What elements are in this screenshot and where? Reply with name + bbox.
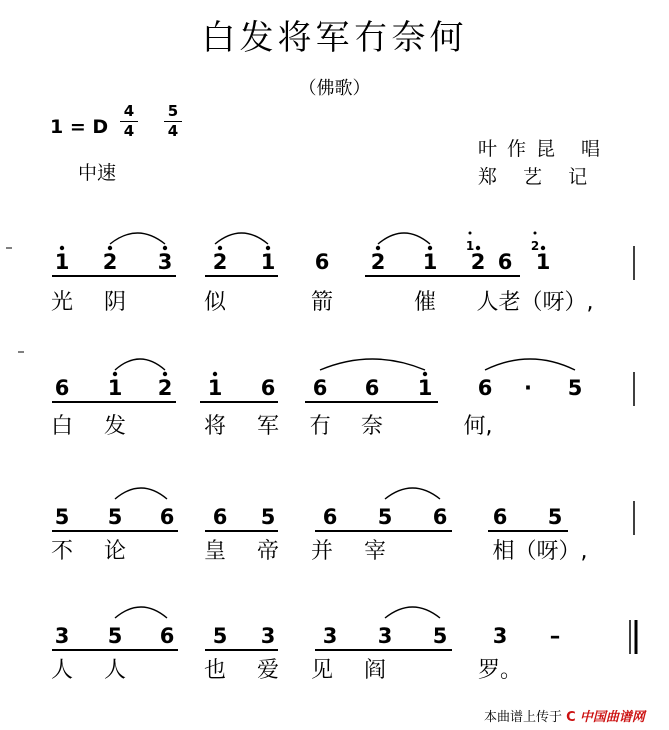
slur: [110, 233, 165, 244]
note: ·: [524, 376, 532, 400]
lyric: 人: [103, 658, 127, 683]
note: 6: [432, 505, 448, 529]
slur: [385, 488, 440, 499]
note: 5: [107, 624, 123, 648]
time-sig-denominator: 4: [167, 122, 179, 140]
song-title: 白发将军冇奈何: [201, 18, 468, 58]
note: 5: [547, 505, 563, 529]
slur: [320, 359, 425, 370]
note: 5: [260, 505, 276, 529]
note: 3: [377, 624, 393, 648]
time-sig-denominator: 4: [123, 122, 135, 140]
singer-credit: 叶作昆 唱: [478, 138, 611, 160]
lyric: 何,: [463, 414, 493, 439]
octave-dot: [469, 232, 472, 235]
lyric: 帝: [256, 539, 280, 564]
lyric: 发: [103, 414, 127, 439]
slur: [115, 359, 165, 370]
note: 3: [260, 624, 276, 648]
note: 5: [107, 505, 123, 529]
octave-dot: [108, 246, 112, 250]
note: 6: [312, 376, 328, 400]
time-sig-numerator: 4: [123, 102, 135, 120]
note: 6: [364, 376, 380, 400]
octave-dot: [476, 246, 480, 250]
octave-dot: [60, 246, 64, 250]
note: 2: [157, 376, 173, 400]
genre-subtitle: （佛歌）: [298, 78, 371, 99]
grace-note: 1: [465, 239, 475, 253]
lyric: 并: [310, 539, 334, 564]
lyric: 奈: [360, 414, 384, 439]
lyric: 似: [203, 290, 227, 315]
note: 5: [54, 505, 70, 529]
slur: [115, 607, 167, 618]
note: 1: [417, 376, 433, 400]
slur: [485, 359, 575, 370]
footer-text: 本曲谱上传于: [484, 710, 563, 725]
lyric: 箭: [310, 290, 334, 315]
slur: [115, 488, 167, 499]
note: 6: [314, 250, 330, 274]
source-footer: [484, 706, 645, 725]
lyric: 论: [103, 539, 127, 564]
note: 2: [212, 250, 228, 274]
lyric: 冇: [308, 414, 332, 439]
lyric: 将: [203, 414, 227, 439]
lyric: 宰: [363, 539, 387, 564]
note: 3: [492, 624, 508, 648]
note: 5: [432, 624, 448, 648]
note: 1: [422, 250, 438, 274]
lyric: 相（呀）,: [492, 539, 588, 564]
octave-dot: [541, 246, 545, 250]
octave-dot: [423, 372, 427, 376]
note: 6: [260, 376, 276, 400]
note: 6: [54, 376, 70, 400]
site-logo-icon: C: [566, 710, 576, 725]
key-signature: 1 = D: [50, 116, 109, 138]
note: 6: [322, 505, 338, 529]
octave-dot: [534, 232, 537, 235]
time-sig-numerator: 5: [167, 102, 179, 120]
lyric: 见: [310, 658, 334, 683]
note: 5: [212, 624, 228, 648]
note: 5: [377, 505, 393, 529]
octave-dot: [163, 372, 167, 376]
slur: [385, 607, 440, 618]
octave-dot: [218, 246, 222, 250]
slur: [378, 233, 430, 244]
note: 6: [477, 376, 493, 400]
note: 6: [492, 505, 508, 529]
note: 3: [54, 624, 70, 648]
note: 1: [260, 250, 276, 274]
grace-note: 2: [530, 239, 540, 253]
lyric: 军: [256, 414, 280, 439]
note: 2: [470, 250, 486, 274]
octave-dot: [163, 246, 167, 250]
tempo-marking: 中速: [78, 162, 117, 184]
lyric: 人: [50, 658, 74, 683]
lyric: 也: [203, 658, 227, 683]
lyric: 不: [50, 539, 74, 564]
note: 3: [322, 624, 338, 648]
note: 1: [207, 376, 223, 400]
lyric: 阴: [103, 290, 127, 315]
octave-dot: [113, 372, 117, 376]
recorder-credit: 郑 艺 记: [478, 166, 598, 188]
lyric: 光: [50, 290, 74, 315]
octave-dot: [428, 246, 432, 250]
lyric: 白: [50, 414, 74, 439]
lyric: 催: [413, 290, 437, 315]
note: 3: [157, 250, 173, 274]
note: 2: [370, 250, 386, 274]
note: 2: [102, 250, 118, 274]
lyric: 爱: [256, 658, 280, 683]
octave-dot: [213, 372, 217, 376]
lyric: 罗。: [477, 658, 523, 683]
lyric: 人老（呀）,: [476, 290, 594, 315]
lyric: 皇: [203, 539, 227, 564]
octave-dot: [266, 246, 270, 250]
note: 6: [159, 505, 175, 529]
note: 1: [107, 376, 123, 400]
octave-dot: [376, 246, 380, 250]
note: 1: [535, 250, 551, 274]
note: –: [549, 624, 561, 648]
slur: [215, 233, 268, 244]
note: 5: [567, 376, 583, 400]
lyric: 阎: [363, 658, 387, 683]
site-name: 中国曲谱网: [579, 710, 645, 725]
note: 1: [54, 250, 70, 274]
note: 6: [497, 250, 513, 274]
note: 6: [159, 624, 175, 648]
note: 6: [212, 505, 228, 529]
